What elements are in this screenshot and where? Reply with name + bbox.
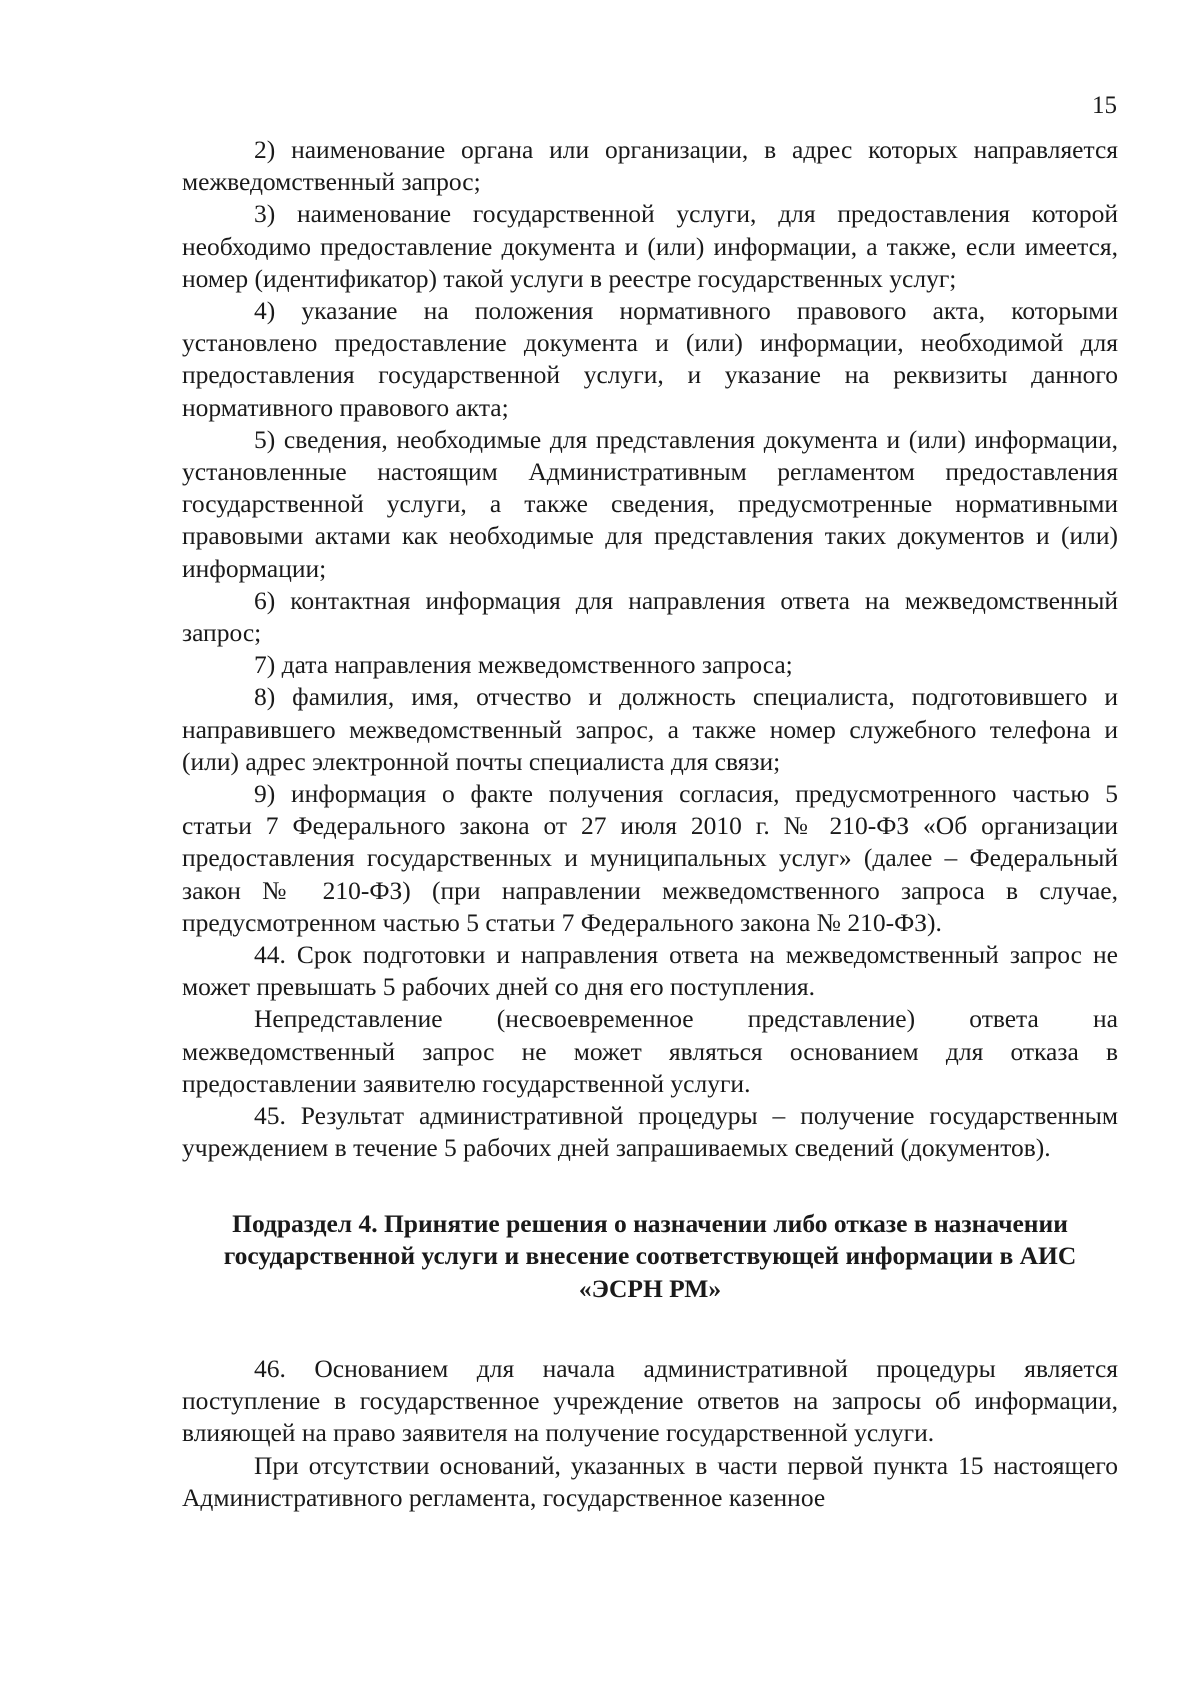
paragraph-clause-46: 46. Основанием для начала административной процедуры является поступление в государственное учреждение ответов на запросы об информации, влияющей на право заявителя на получение государственной услуги. — [182, 1354, 1118, 1448]
paragraph-item-5: 5) сведения, необходимые для представления документа и (или) информации, установленные настоящим Административным регламентом предоставления государственной услуги, а также сведения, предусмотренные нормативными правовыми актами как необходимые для представления таких документов и (или) информации; — [182, 424, 1118, 583]
paragraph-item-3: 3) наименование государственной услуги, для предоставления которой необходимо предоставление документа и (или) информации, а также, если имеется, номер (идентификатор) такой услуги в реестре государственных услуг; — [182, 199, 1118, 293]
document-body — [182, 134, 1118, 1514]
paragraph-item-2: 2) наименование органа или организации, в адрес которых направляется межведомственный запрос; — [182, 135, 1118, 197]
paragraph-item-8: 8) фамилия, имя, отчество и должность специалиста, подготовившего и направившего межведомственный запрос, а также номер служебного телефона и (или) адрес электронной почты специалиста для связи; — [182, 682, 1118, 776]
paragraph-clause-45: 45. Результат административной процедуры – получение государственным учреждением в течение 5 рабочих дней запрашиваемых сведений (документов). — [182, 1101, 1118, 1163]
paragraph-item-9: 9) информация о факте получения согласия, предусмотренного частью 5 статьи 7 Федерального закона от 27 июля 2010 г. № 210-ФЗ «Об организации предоставления государственных и муниципальных услуг» (далее – Федеральный закон № 210-ФЗ) (при направлении межведомственного запроса в случае, предусмотренном частью 5 статьи 7 Федерального закона № 210-ФЗ). — [182, 779, 1118, 937]
paragraph-item-6: 6) контактная информация для направления ответа на межведомственный запрос; — [182, 585, 1118, 648]
paragraph-non-submission: Непредставление (несвоевременное представление) ответа на межведомственный запрос не может являться основанием для отказа в предоставлении заявителю государственной услуги. — [182, 1004, 1118, 1098]
section-heading: Подраздел 4. Принятие решения о назначении либо отказе в назначении государственной услуги и внесение соответствующей информации в АИС «ЭСРН РМ» — [223, 1208, 1077, 1303]
paragraph-item-4: 4) указание на положения нормативного правового акта, которыми установлено предоставление документа и (или) информации, необходимой для предоставления государственной услуги, и указание на реквизиты данного нормативного правового акта; — [182, 296, 1118, 422]
paragraph-item-7: 7) дата направления межведомственного запроса; — [254, 650, 793, 680]
paragraph-clause-44: 44. Срок подготовки и направления ответа на межведомственный запрос не может превышать 5 рабочих дней со дня его поступления. — [182, 940, 1118, 1002]
paragraph-absence-of-grounds: При отсутствии оснований, указанных в части первой пункта 15 настоящего Административного регламента, государственное казенное — [182, 1450, 1118, 1512]
page-number: 15 — [1092, 92, 1117, 119]
